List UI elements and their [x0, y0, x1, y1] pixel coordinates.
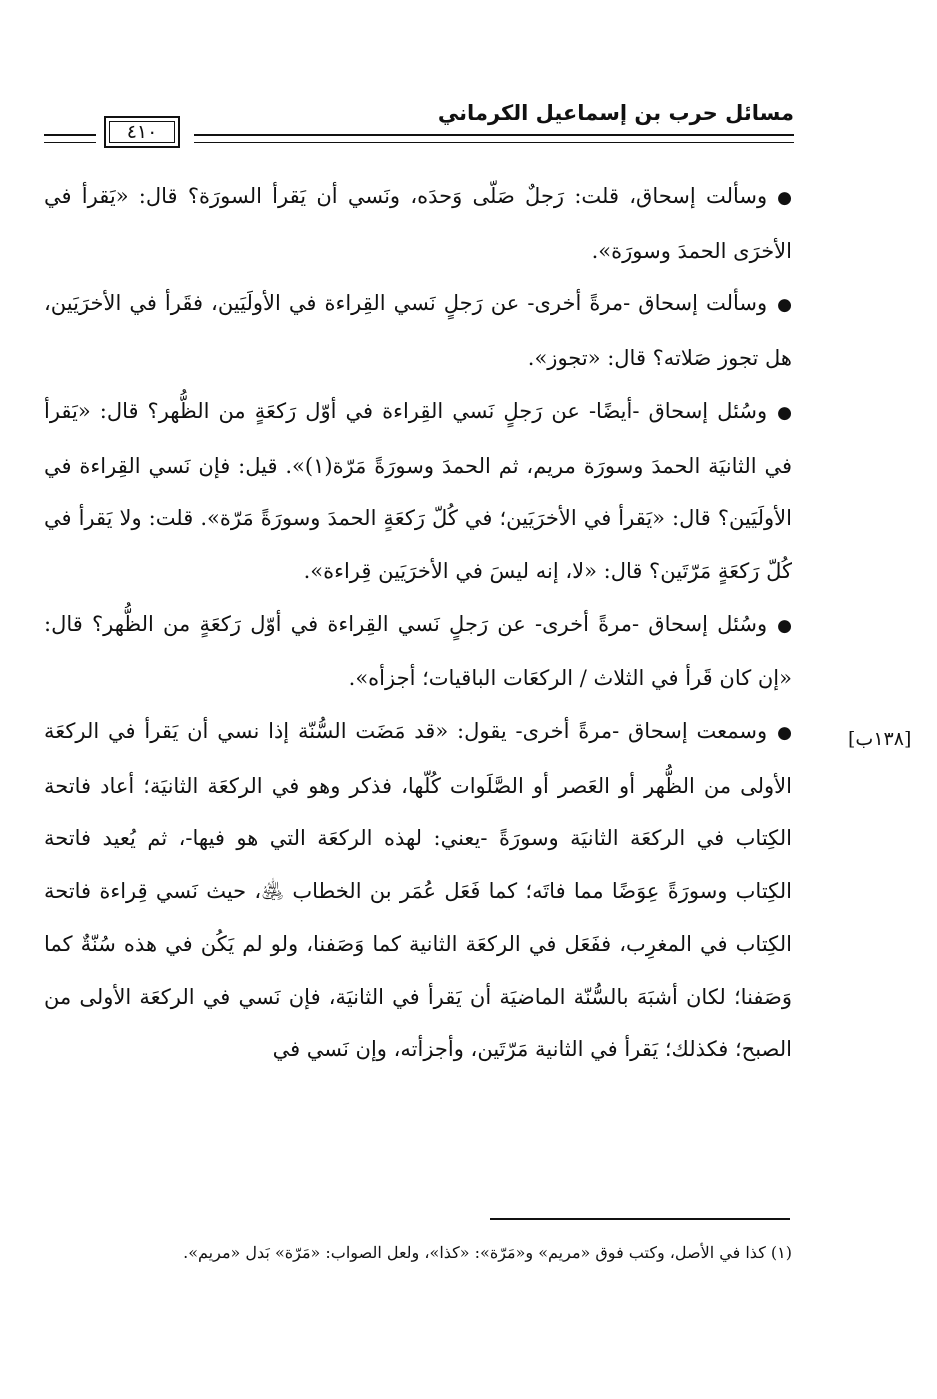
bullet-icon: ●	[777, 723, 792, 744]
paragraph-text: وسُئل إسحاق -مرةً أخرى- عن رَجلٍ نَسي القِراءة في أوّل رَكعَةٍ من الظُّهر؟ قال: «إن كان قَرأ في الثلاث / الركعَات الباقيات؛ أجزأه».	[44, 611, 792, 691]
header-rule	[194, 134, 794, 143]
footnote-separator	[490, 1218, 790, 1220]
page-number: ٤١٠	[104, 116, 180, 148]
main-text	[44, 170, 792, 1076]
bullet-icon: ●	[777, 402, 792, 423]
bullet-icon: ●	[777, 188, 792, 208]
paragraph-text: وسُئل إسحاق -أيضًا- عن رَجلٍ نَسي القِراءة في أوّل رَكعَةٍ من الظُّهر؟ قال: «يَقرأ في الثانيَة الحمدَ وسورَة مريم، ثم الحمدَ وسورَةً مَرّة(١)». قيل: فإن نَسي القِراءة في الأولَيَين؟ قال: «يَقرأ في الأخرَيَين؛ في كُلّ رَكعَةٍ الحمدَ وسورَةً مَرّة». قلت: ولا يَقرأ في كُلّ رَكعَةٍ مَرّتَين؟ قال: «لا، إنه ليسَ في الأخرَيَين قِراءة».	[44, 398, 792, 583]
page-header	[44, 100, 794, 152]
manuscript-folio-note: [١٣٨ب]	[848, 728, 912, 750]
paragraph-text: وسألت إسحاق -مرةً أخرى- عن رَجلٍ نَسي القِراءة في الأولَيَين، فقَرأ في الأخرَيَين، هل تجوز صَلاته؟ قال: «تجوز».	[44, 291, 792, 371]
header-rule-left	[44, 134, 96, 143]
bullet-icon: ●	[777, 295, 792, 316]
paragraph-4	[44, 598, 792, 705]
running-title: مسائل حرب بن إسماعيل الكرماني	[437, 101, 794, 125]
footnote: (١) كذا في الأصل، وكتب فوق «مريم» و«مَرّة»: «كذا»، ولعل الصواب: «مَرّة» بَدل «مريم».	[183, 1243, 792, 1262]
paragraph-5	[44, 705, 792, 1076]
paragraph-text: وسمعت إسحاق -مرةً أخرى- يقول: «قد مَضَت السُّنّة إذا نسي أن يَقرأ في الركعَة الأولى من الظُّهر أو العَصر أو الصَّلَوات كُلّها، فذكر وهو في الركعَة الثانيَة؛ أعاد فاتحة الكِتاب في الركعَة الثانيَة وسورَةً -يعني: لهذه الركعَة التي هو فيها-، ثم يُعيد فاتحة الكِتاب وسورَةً عِوَضًا مما فاتَه؛ كما فَعَل عُمَر بن الخطاب ﵁، حيث نَسي قِراءة فاتحة الكِتاب في المغرِب، ففَعَل في الركعَة الثانية كما وَصَفنا، ولو لم يَكُن في هذه سُنّةٌ كما وَصَفنا؛ لكان أشبَهَ بالسُّنّة الماضيَة أن يَقرأ في الثانيَة، فإن نَسي في الركعَة الأولى من الصبح؛ فكذلك؛ يَقرأ في الثانية مَرّتَين، وأجزأته، وإن نَسي في	[44, 719, 792, 1062]
paragraph-1	[44, 170, 792, 277]
paragraph-text: وسألت إسحاق، قلت: رَجلٌ صَلّى وَحدَه، ونَسي أن يَقرأ السورَة؟ قال: «يَقرأ في الأخرَى الحمدَ وسورَة».	[44, 184, 792, 263]
bullet-icon: ●	[777, 615, 792, 636]
paragraph-3	[44, 385, 792, 598]
paragraph-2	[44, 277, 792, 384]
